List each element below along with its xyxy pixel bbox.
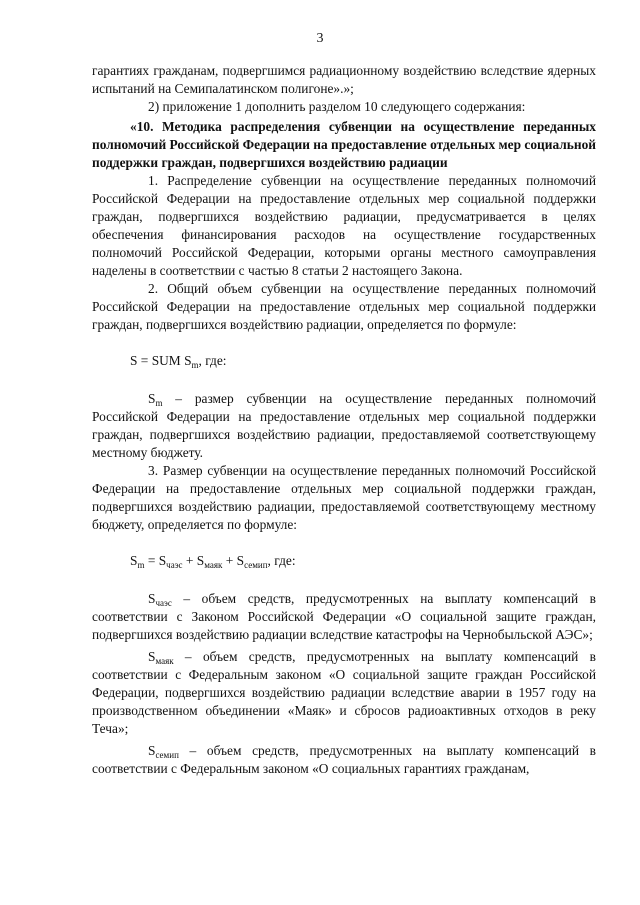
section-heading: «10. Методика распределения субвенции на осуществление переданных полномочий Российской Федерации на предоставление отдельных мер социальной поддержки граждан, подвергшихся воздействию радиации xyxy=(92,119,596,170)
paragraph-continuation: гарантиях гражданам, подвергшимся радиационному воздействию вследствие ядерных испытаний на Семипалатинском полигоне».»; xyxy=(92,63,596,96)
definition-semip: $S_{семип}$ – объем средств, предусмотренных на выплату компенсаций в соответствии с Федеральным законом «О социальных гарантиях гражданам, xyxy=(92,743,596,776)
definition-sm: $S_m$ – размер субвенции на осуществление переданных полномочий Российской Федерации на предоставление отдельных мер социальной поддержки граждан, подвергшихся воздействию радиации, предоставляемой соответствующему местному бюджету. xyxy=(92,391,596,460)
formula-total: S = SUM $S_m$, где: xyxy=(130,353,227,370)
page-number: 3 xyxy=(316,31,324,46)
paragraph-1: 1. Распределение субвенции на осуществление переданных полномочий Российской Федерации на предоставление отдельных мер социальной поддержки граждан, подвергшихся воздействию радиации, предусматривается в целях обеспечения финансирования расходов на осуществление государственных полномочий Российской Федерации, которыми органы местного самоуправления наделены в соответствии с частью 8 статьи 2 настоящего Закона. xyxy=(92,173,596,278)
paragraph-3: 3. Размер субвенции на осуществление переданных полномочий Российской Федерации на предоставление отдельных мер социальной поддержки граждан, подвергшихся воздействию радиации, предоставляемой соответствующему местному бюджету, определяется по формуле: xyxy=(92,463,596,532)
paragraph-2: 2. Общий объем субвенции на осуществление переданных полномочий Российской Федерации на предоставление отдельных мер социальной поддержки граждан, подвергшихся воздействию радиации, определяется по формуле: xyxy=(92,281,596,332)
definition-mayak: $S_{маяк}$ – объем средств, предусмотренных на выплату компенсаций в соответствии с Федеральным законом «О социальной защите граждан Российской Федерации, подвергшихся воздействию радиации вследствие аварии в 1957 году на производственном объединении «Маяк» и сбросов радиоактивных отходов в реку Теча»; xyxy=(92,649,596,736)
paragraph-item-2: 2) приложение 1 дополнить разделом 10 следующего содержания: xyxy=(148,99,526,114)
formula-sm: $S_m = S_{чаэс} + S_{маяк} + S_{семип}$, где: xyxy=(130,553,296,570)
definition-chaes: $S_{чаэс}$ – объем средств, предусмотренных на выплату компенсаций в соответствии с Законом Российской Федерации «О социальной защите граждан, подвергшихся воздействию радиации вследствие катастрофы на Чернобыльской АЭС»; xyxy=(92,591,596,642)
document-body xyxy=(92,62,596,778)
